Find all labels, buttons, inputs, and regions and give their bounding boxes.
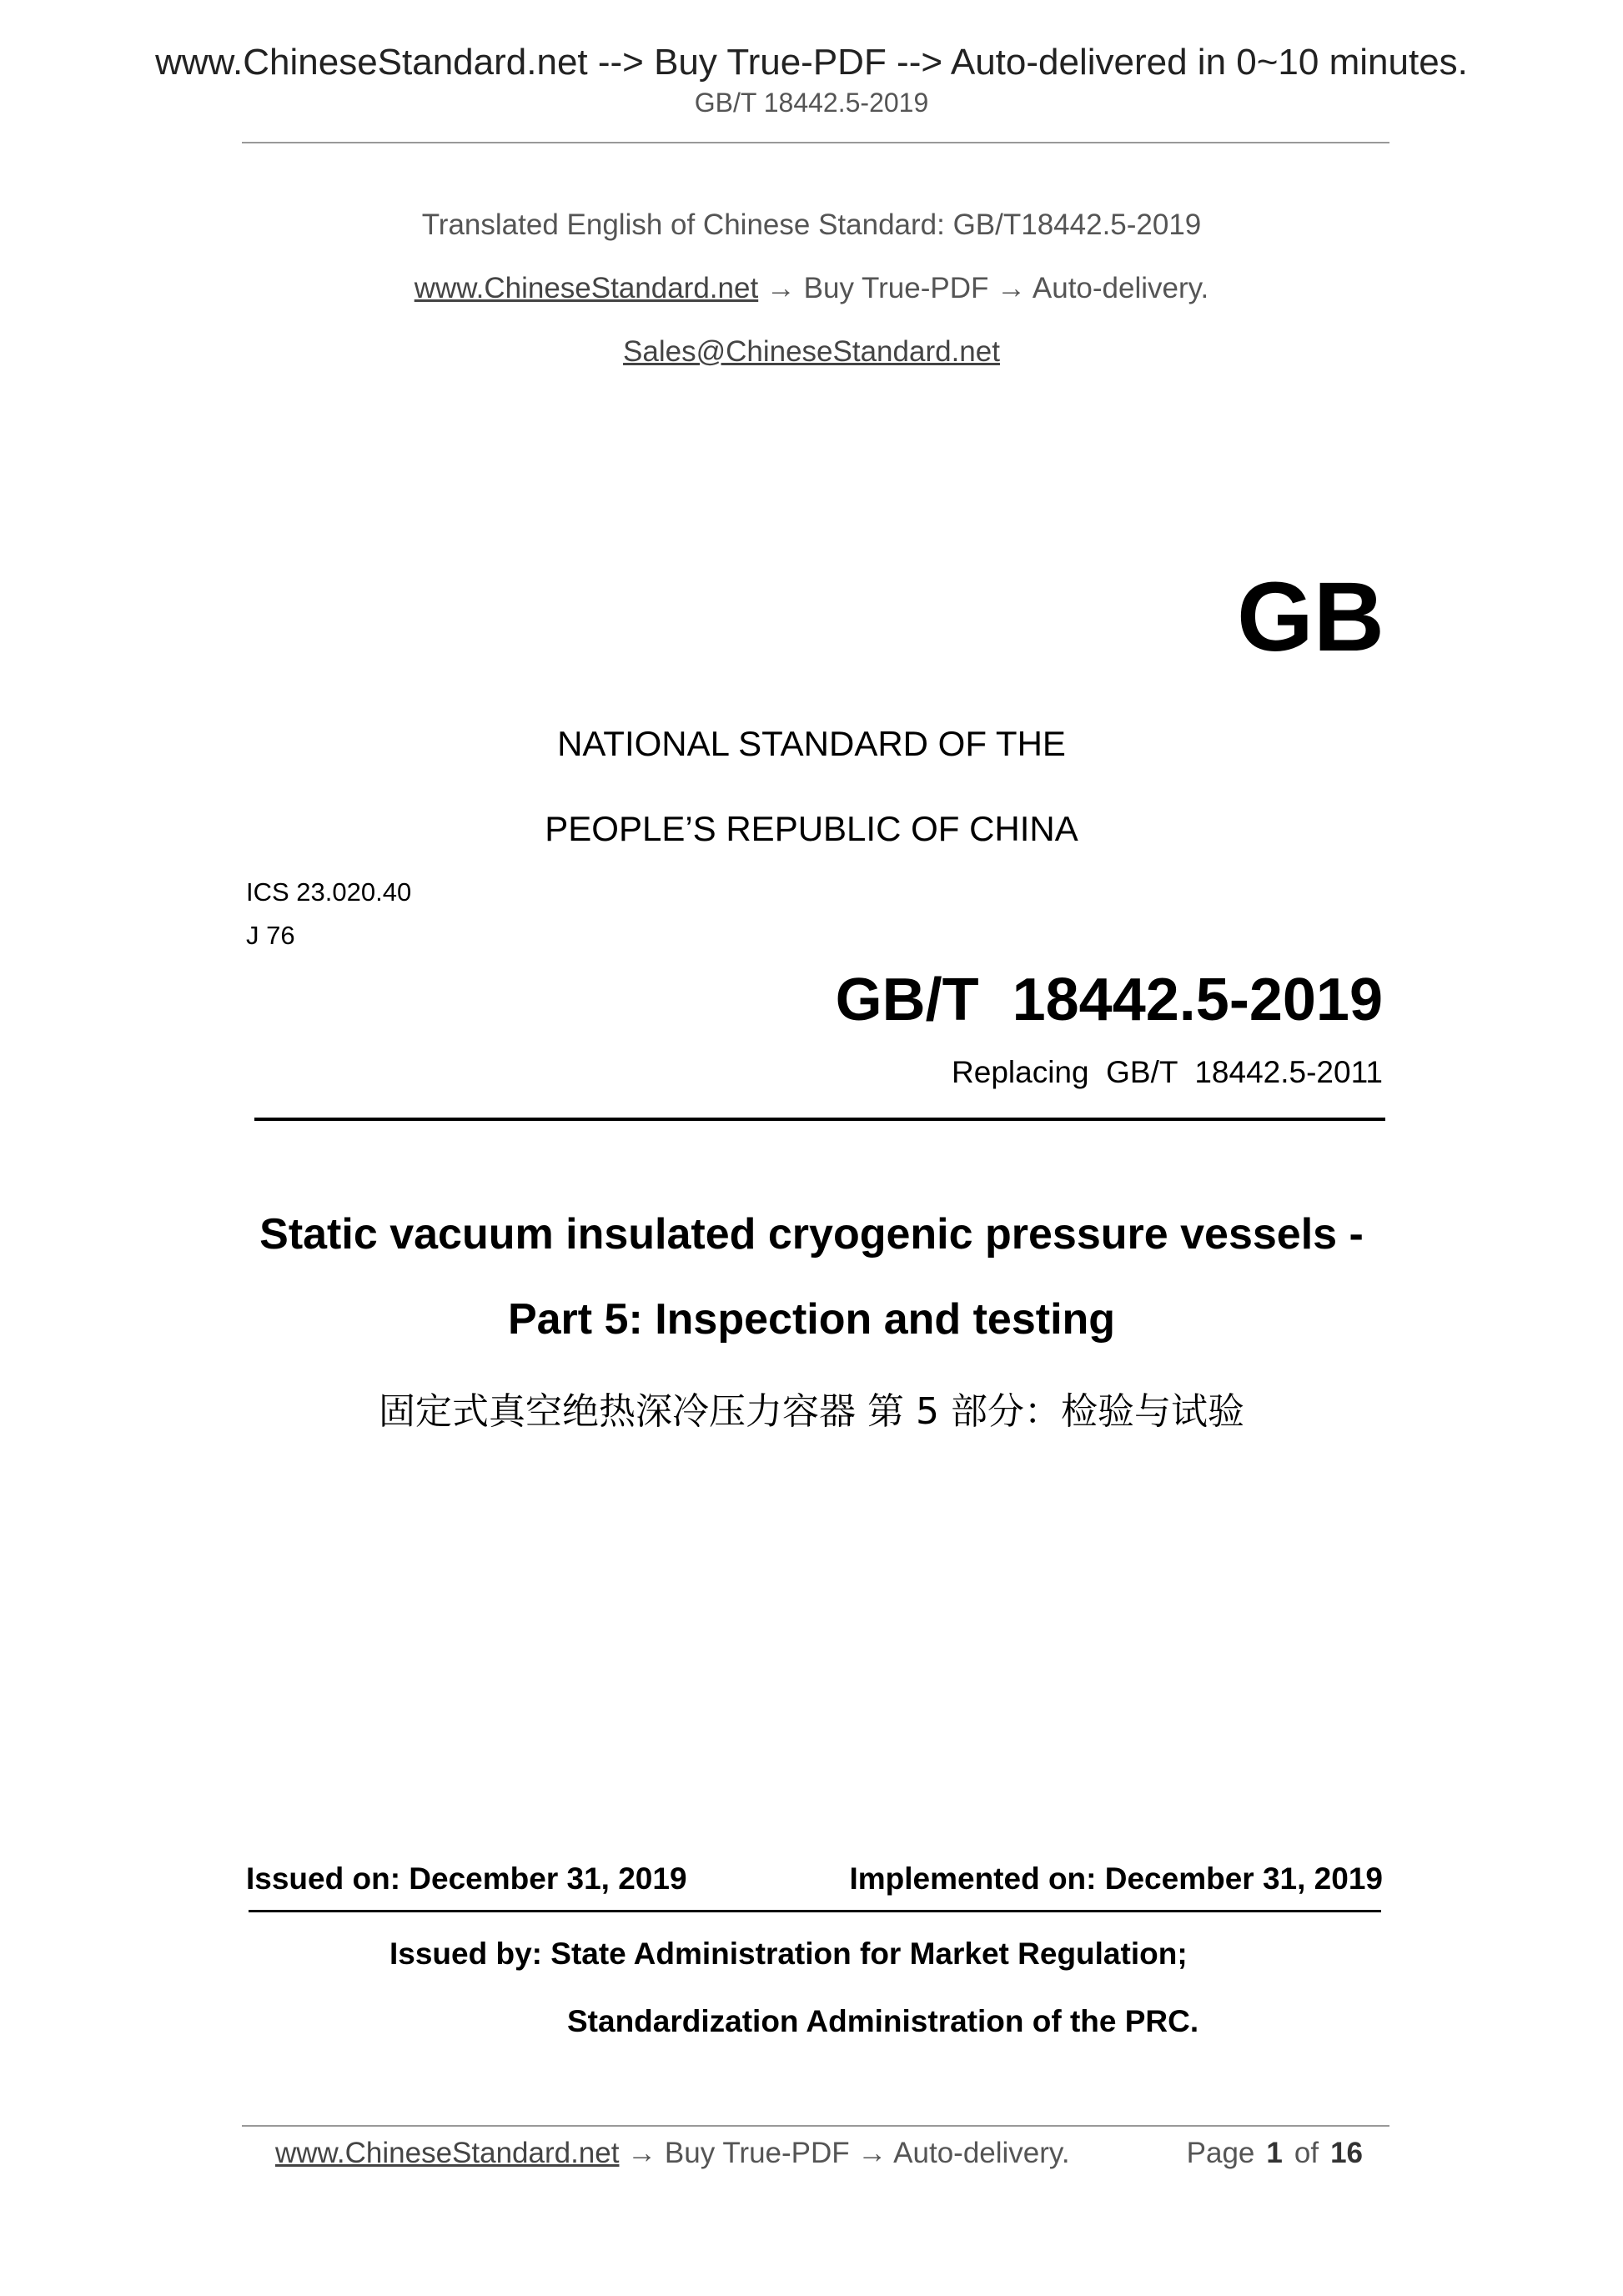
national-standard-line1: NATIONAL STANDARD OF THE — [557, 724, 1066, 763]
page-label: Page — [1186, 2137, 1255, 2169]
page-indicator — [1187, 2137, 1363, 2170]
translated-notice: Translated English of Chinese Standard: GB/T18442.5-2019 — [421, 208, 1202, 241]
standard-number: GB/T 18442.5-2019 — [835, 967, 1383, 1033]
issued-by-line1: Issued by: State Administration for Market Regulation; — [389, 1937, 1188, 1971]
footer-divider — [242, 2125, 1389, 2127]
gb-mark: GB — [1237, 562, 1384, 672]
implemented-on-date: Implemented on: December 31, 2019 — [849, 1861, 1383, 1896]
replacing-note: Replacing GB/T 18442.5-2011 — [952, 1055, 1383, 1089]
national-standard-line2: PEOPLE’S REPUBLIC OF CHINA — [545, 809, 1078, 848]
footer-site-link[interactable]: www.ChineseStandard.net — [275, 2137, 620, 2169]
sales-line — [0, 335, 1623, 369]
header-divider — [242, 142, 1389, 143]
title-chinese: 固定式真空绝热深冷压力容器 第 5 部分：检验与试验 — [379, 1390, 1244, 1433]
header-standard-code: GB/T 18442.5-2019 — [694, 88, 929, 118]
issue-divider — [249, 1910, 1381, 1912]
page-total: 16 — [1330, 2137, 1363, 2169]
site-link[interactable]: www.ChineseStandard.net — [414, 272, 759, 304]
footer-site-line — [275, 2137, 1070, 2170]
ics-code: ICS 23.020.40 — [246, 877, 412, 907]
title-divider — [254, 1118, 1385, 1121]
issued-on-date: Issued on: December 31, 2019 — [246, 1861, 687, 1896]
page-of: of — [1294, 2137, 1319, 2169]
title-english-line1: Static vacuum insulated cryogenic pressure vessels - — [259, 1210, 1364, 1259]
title-english-line2: Part 5: Inspection and testing — [507, 1295, 1116, 1344]
classification-code: J 76 — [246, 921, 295, 950]
site-line — [0, 272, 1623, 305]
page-current: 1 — [1266, 2137, 1283, 2169]
site-line-text: → Buy True-PDF → Auto-delivery. — [766, 272, 1209, 304]
footer-site-text: → Buy True-PDF → Auto-delivery. — [627, 2137, 1070, 2169]
issued-by-line2: Standardization Administration of the PRC. — [567, 2004, 1199, 2038]
top-banner: www.ChineseStandard.net --> Buy True-PDF --> Auto-delivered in 0~10 minutes. — [155, 42, 1468, 83]
sales-email-link[interactable]: Sales@ChineseStandard.net — [623, 335, 1000, 368]
